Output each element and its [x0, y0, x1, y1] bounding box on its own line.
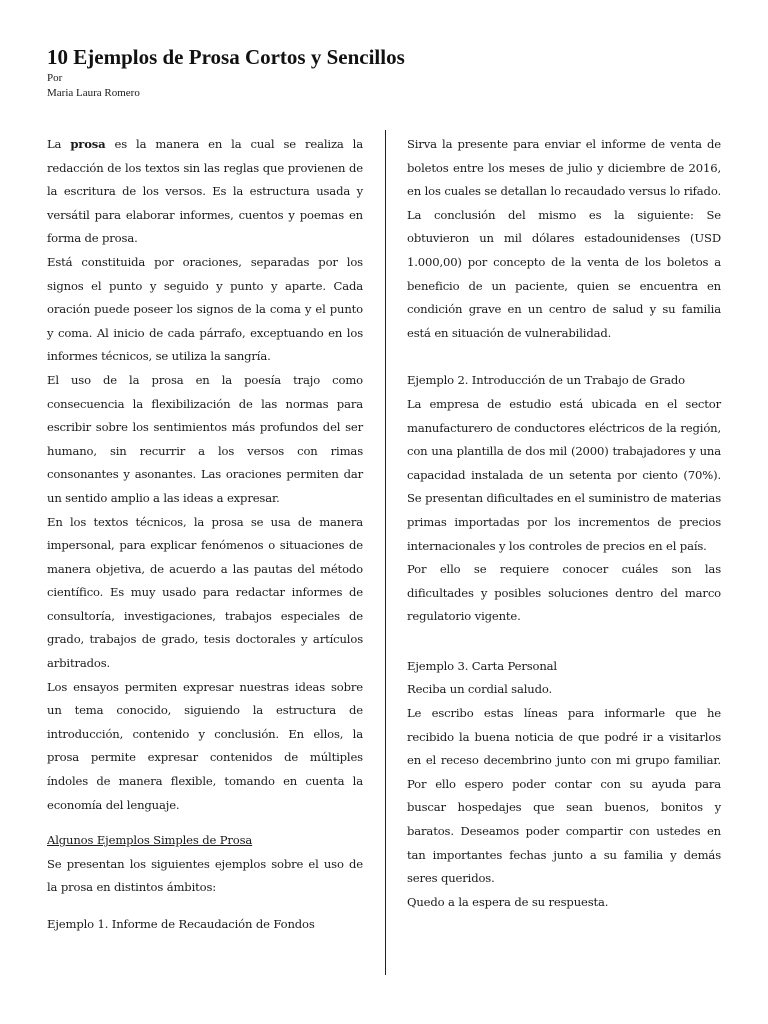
intro-paragraph	[47, 133, 363, 251]
paragraph: Quedo a la espera de su respuesta.	[407, 894, 609, 909]
column-divider	[385, 130, 386, 975]
paragraph: Está constituida por oraciones, separadas por los signos el punto y seguido y punto y aparte. Cada oración puede poseer los signos de la coma y el punto y coma. Al inicio de cada párrafo, exceptuando en los informes técnicos, se utiliza la sangría.	[47, 254, 363, 364]
document-header	[47, 44, 405, 100]
intro-rest: es la manera en la cual se realiza la redacción de los textos sin las reglas que provienen de la escritura de los versos. Es la estructura usada y versátil para elaborar informes, cuentos y poemas en forma de prosa.	[47, 137, 363, 246]
by-label: Por	[47, 72, 63, 84]
example-1-heading: Ejemplo 1. Informe de Recaudación de Fondos	[47, 917, 315, 931]
section-heading: Algunos Ejemplos Simples de Prosa	[47, 833, 253, 848]
author-name: Maria Laura Romero	[47, 87, 140, 99]
intro-lead: La	[47, 137, 71, 151]
right-column	[407, 133, 721, 914]
paragraph: Por ello se requiere conocer cuáles son las dificultades y posibles soluciones dentro del marco regulatorio vigente.	[407, 562, 721, 624]
prosa-term: prosa	[70, 137, 106, 151]
paragraph: Sirva la presente para enviar el informe de venta de boletos entre los meses de julio y diciembre de 2016, en los cuales se detallan lo recaudado versus lo rifado. La conclusión del mismo es la siguiente: Se obtuvieron un mil dólares estadounidenses (USD 1.000,00) por concepto de la venta de los boletos a beneficio de un paciente, quien se encuentra en condición grave en un centro de salud y su familia está en situación de vulnerabilidad.	[407, 137, 721, 340]
paragraph: El uso de la prosa en la poesía trajo como consecuencia la flexibilización de las normas para escribir sobre los sentimientos más profundos del ser humano, sin recurrir a los versos con rimas consonantes y asonantes. Las oraciones permiten dar un sentido amplio a las ideas a expresar.	[47, 372, 363, 505]
paragraph: Los ensayos permiten expresar nuestras ideas sobre un tema conocido, siguiendo la estructura de introducción, contenido y conclusión. En ellos, la prosa permite expresar contenidos de múltiples índoles de manera flexible, tomando en cuenta la economía del lenguaje.	[47, 679, 363, 812]
example-2-heading: Ejemplo 2. Introducción de un Trabajo de Grado	[407, 373, 685, 388]
paragraph: Se presentan los siguientes ejemplos sobre el uso de la prosa en distintos ámbitos:	[47, 856, 363, 895]
left-column	[47, 133, 363, 937]
paragraph: Reciba un cordial saludo.	[407, 682, 553, 697]
paragraph: En los textos técnicos, la prosa se usa de manera impersonal, para explicar fenómenos o situaciones de manera objetiva, de acuerdo a las pautas del método científico. Es muy usado para redactar informes de consultoría, investigaciones, trabajos especiales de grado, trabajos de grado, tesis doctorales y artículos arbitrados.	[47, 514, 363, 671]
paragraph: La empresa de estudio está ubicada en el sector manufacturero de conductores eléctricos de la región, con una plantilla de dos mil (2000) trabajadores y una capacidad instalada de un setenta por ciento (70%). Se presentan dificultades en el suministro de materias primas importadas por los incrementos de precios internacionales y los controles de precios en el país.	[407, 396, 721, 553]
example-3-heading: Ejemplo 3. Carta Personal	[407, 658, 557, 673]
document-title: 10 Ejemplos de Prosa Cortos y Sencillos	[47, 45, 405, 69]
paragraph: Le escribo estas líneas para informarle que he recibido la buena noticia de que podré ir a visitarlos en el receso decembrino junto con mi grupo familiar. Por ello espero poder contar con su ayuda para buscar hospedajes que sean buenos, bonitos y baratos. Deseamos poder compartir con ustedes en tan importantes fechas junto a su familia y demás seres queridos.	[407, 706, 721, 886]
